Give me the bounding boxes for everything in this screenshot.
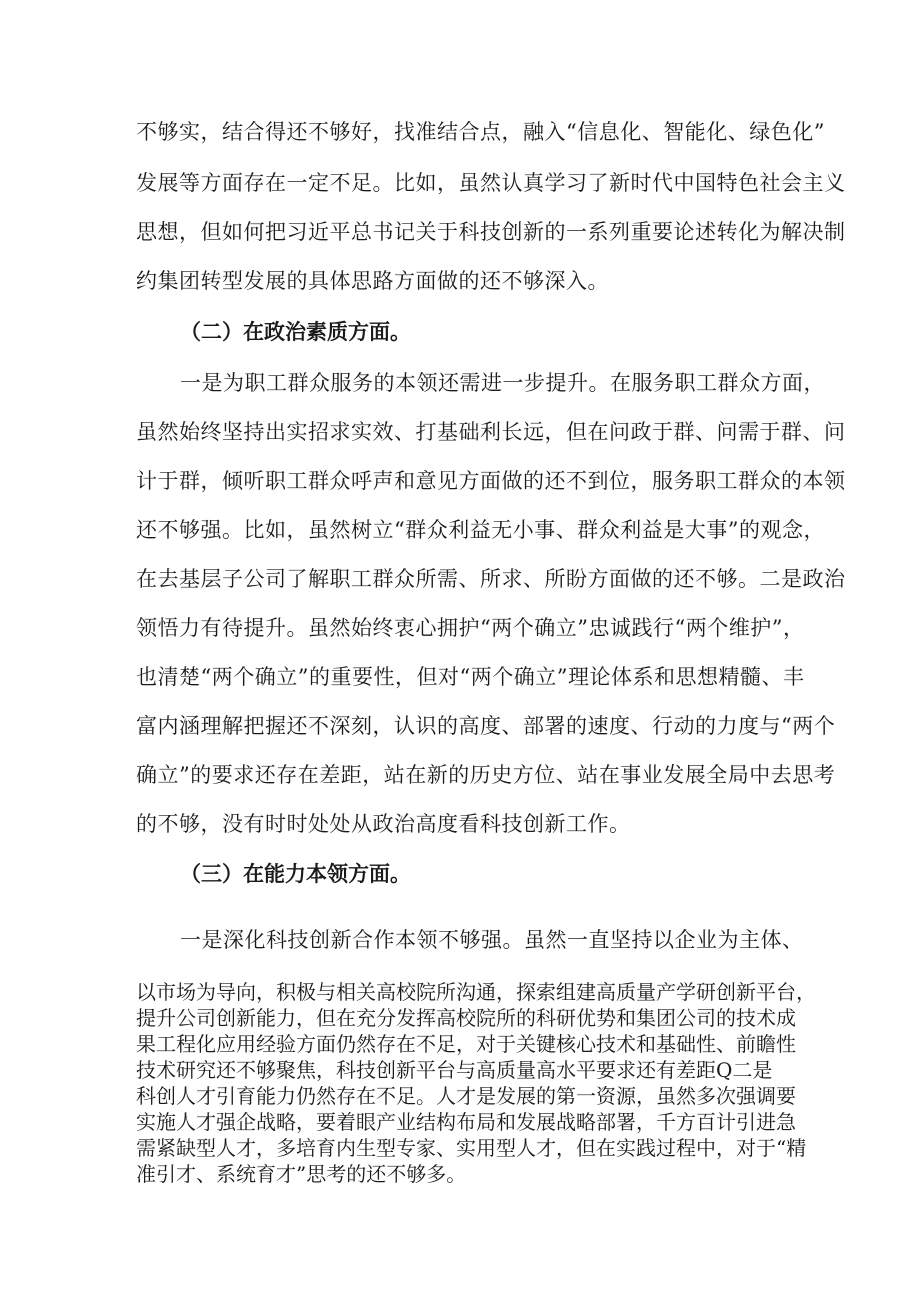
paragraph-line: 富内涵理解把握还不深刻，认识的高度、部署的速度、行动的力度与“两个 [136,714,836,738]
paragraph-line: 一是为职工群众服务的本领还需进一步提升。在服务职工群众方面， [180,371,825,395]
paragraph-line: 发展等方面存在一定不足。比如，虽然认真学习了新时代中国特色社会主义 [136,171,846,195]
paragraph-line: 约集团转型发展的具体思路方面做的还不够深入。 [136,269,609,293]
paragraph-line: 提升公司创新能力，但在充分发挥高校院所的科研优势和集团公司的技术成 [136,1006,796,1030]
section-heading-political: （二）在政治素质方面。 [180,319,411,344]
section-heading-ability: （三）在能力本领方面。 [180,861,411,886]
paragraph-line: 准引才、系统育才”思考的还不够多。 [136,1162,467,1186]
paragraph-line: 一是深化科技创新合作本领不够强。虽然一直坚持以企业为主体、 [180,928,804,952]
paragraph-line: 不够实，结合得还不够好，找准结合点，融入“信息化、智能化、绿色化” [136,120,825,144]
paragraph-line: 科创人才引育能力仍然存在不足。人才是发展的第一资源，虽然多次强调要 [136,1084,796,1108]
paragraph-line: 的不够，没有时时处处从政治高度看科技创新工作。 [136,812,631,836]
paragraph-line: 以市场为导向，积极与相关高校院所沟通，探索组建高质量产学研创新平台， [136,980,816,1004]
paragraph-line: 也清楚“两个确立”的重要性，但对“两个确立”理论体系和思想精髓、丰 [136,665,805,689]
paragraph-line: 确立”的要求还存在差距，站在新的历史方位、站在事业发展全局中去思考 [136,763,836,787]
paragraph-line: 技术研究还不够聚焦，科技创新平台与高质量高水平要求还有差距Q二是 [136,1058,773,1082]
paragraph-line: 实施人才强企战略，要着眼产业结构布局和发展战略部署，千方百计引进急 [136,1110,796,1134]
paragraph-line: 在去基层子公司了解职工群众所需、所求、所盼方面做的还不够。二是政治 [136,567,846,591]
paragraph-line: 果工程化应用经验方面仍然存在不足，对于关键核心技术和基础性、前瞻性 [136,1032,796,1056]
paragraph-line: 思想，但如何把习近平总书记关于科技创新的一系列重要论述转化为解决制 [136,220,846,244]
paragraph-line: 领悟力有待提升。虽然始终衷心拥护“两个确立”忠诚践行“两个维护”， [136,616,805,640]
paragraph-line: 虽然始终坚持出实招求实效、打基础利长远，但在问政于群、问需于群、问 [136,420,846,444]
paragraph-line: 需紧缺型人才，多培育内生型专家、实用型人才，但在实践过程中，对于“精 [136,1136,807,1160]
paragraph-line: 计于群，倾听职工群众呼声和意见方面做的还不到位，服务职工群众的本领 [136,469,846,493]
paragraph-line: 还不够强。比如，虽然树立“群众利益无小事、群众利益是大事”的观念， [136,518,825,542]
